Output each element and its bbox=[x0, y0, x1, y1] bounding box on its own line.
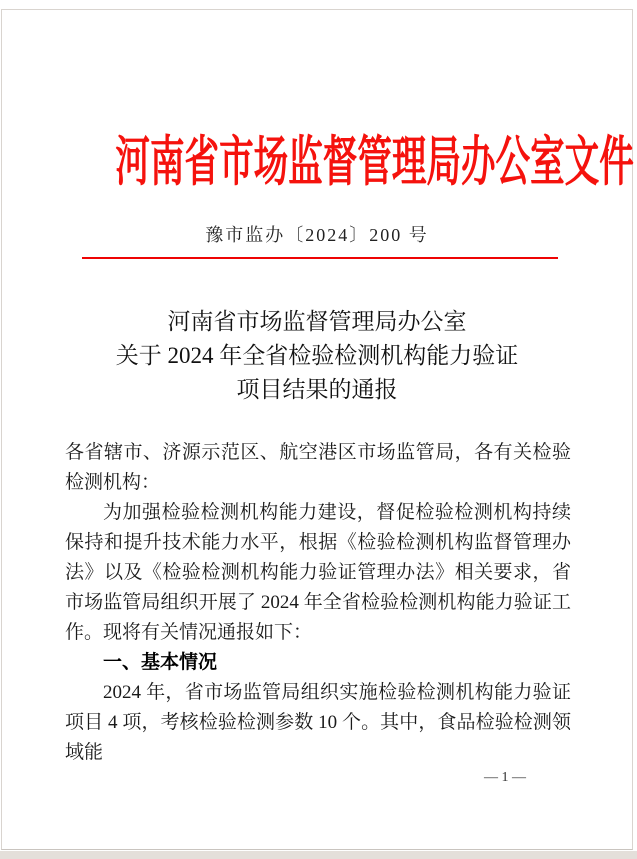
salutation: 各省辖市、济源示范区、航空港区市场监管局，各有关检验检测机构： bbox=[65, 442, 571, 493]
red-separator-rule bbox=[82, 257, 558, 259]
document-body bbox=[65, 438, 571, 768]
document-number: 豫市监办〔2024〕200 号 bbox=[205, 225, 429, 245]
document-title-line-3: 项目结果的通报 bbox=[236, 377, 398, 402]
page-bottom-edge bbox=[0, 851, 637, 859]
letterhead-title: 河南省市场监督管理局办公室文件 bbox=[115, 132, 634, 192]
body-paragraph-1: 为加强检验检测机构能力建设，督促检验检测机构持续保持和提升技术能力水平，根据《检验检测机构监督管理办法》以及《检验检测机构能力验证管理办法》相关要求，省市场监管局组织开展了 2024 年全省检验检测机构能力验证工作。现将有关情况通报如下： bbox=[65, 502, 571, 643]
document-page bbox=[1, 9, 633, 850]
document-title bbox=[2, 305, 632, 407]
section-heading-1: 一、基本情况 bbox=[103, 652, 218, 673]
document-title-line-2: 关于 2024 年全省检验检测机构能力验证 bbox=[115, 343, 519, 368]
page-number: — 1 — bbox=[484, 770, 526, 785]
body-paragraph-2: 2024 年，省市场监管局组织实施检验检测机构能力验证项目 4 项，考核检验检测参数 10 个。其中，食品检验检测领域能 bbox=[65, 682, 571, 763]
document-title-line-1: 河南省市场监督管理局办公室 bbox=[167, 309, 467, 334]
